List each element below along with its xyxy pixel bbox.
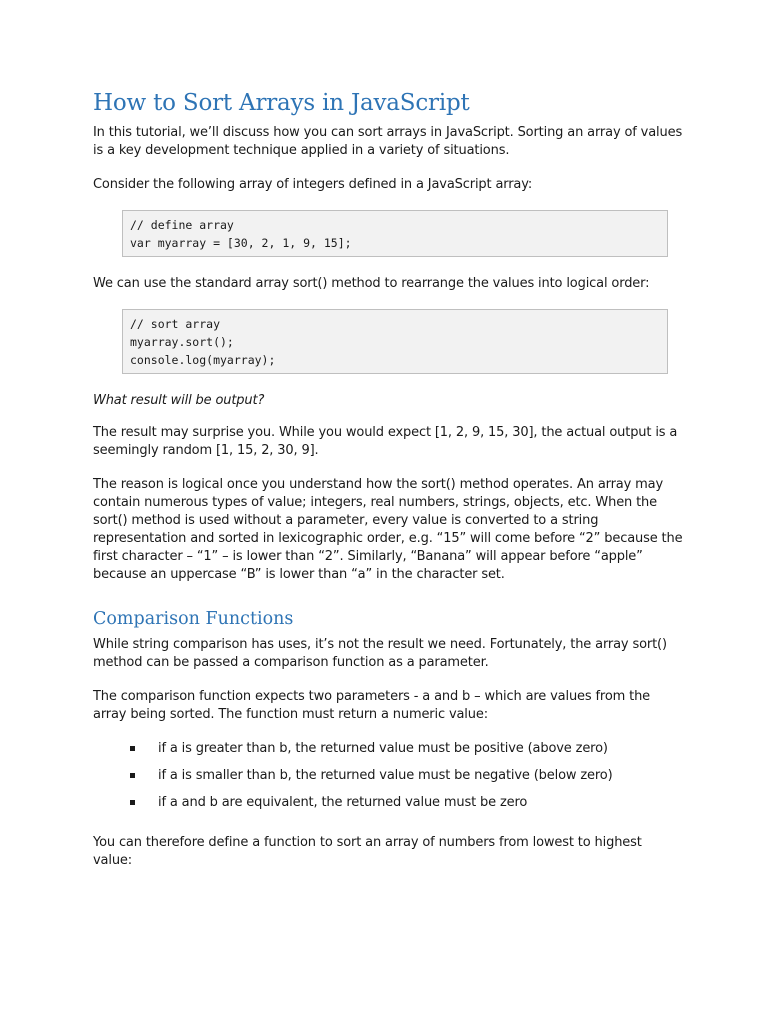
therefore-paragraph: You can therefore define a function to sort an array of numbers from lowest to highest value: — [93, 835, 642, 868]
consider-paragraph: Consider the following array of integers defined in a JavaScript array: — [93, 177, 533, 192]
square-bullet-icon — [130, 800, 135, 805]
question-paragraph: What result will be output? — [93, 393, 265, 408]
string-comparison-paragraph: While string comparison has uses, it’s not the result we need. Fortunately, the array sort() method can be passed a comparison function as a parameter. — [93, 637, 667, 670]
list-item-text: if a is smaller than b, the returned value must be negative (below zero) — [158, 768, 613, 783]
result-paragraph: The result may surprise you. While you would expect [1, 2, 9, 15, 30], the actual output is a seemingly random [1, 15, 2, 30, 9]. — [93, 425, 678, 458]
code-line: // sort array — [130, 317, 221, 331]
code-block-sort-array — [122, 309, 668, 374]
list-item-text: if a is greater than b, the returned value must be positive (above zero) — [158, 741, 608, 756]
list-item — [93, 740, 683, 758]
code-line: // define array — [130, 218, 234, 232]
list-item — [93, 794, 683, 812]
use-sort-paragraph: We can use the standard array sort() method to rearrange the values into logical order: — [93, 276, 650, 291]
reason-paragraph: The reason is logical once you understand how the sort() method operates. An array may contain numerous types of value; integers, real numbers, strings, objects, etc. When the sort() method is used without a parameter, every value is converted to a string representation and sorted in lexicographic order, e.g. “15” will come before “2” because the first character – “1” – is lower than “2”. Similarly, “Banana” will appear before “apple” because an uppercase “B” is lower than “a” in the character set. — [93, 477, 683, 582]
comparison-expects-paragraph: The comparison function expects two parameters - a and b – which are values from the array being sorted. The function must return a numeric value: — [93, 689, 651, 722]
page-title: How to Sort Arrays in JavaScript — [93, 90, 470, 116]
code-block-define-array — [122, 210, 668, 257]
square-bullet-icon — [130, 773, 135, 778]
code-line: myarray.sort(); — [130, 335, 234, 349]
rules-list — [93, 740, 683, 812]
list-item — [93, 767, 683, 785]
code-line: var myarray = [30, 2, 1, 9, 15]; — [130, 236, 352, 250]
section-heading-comparison-functions: Comparison Functions — [93, 609, 294, 629]
list-item-text: if a and b are equivalent, the returned value must be zero — [158, 795, 528, 810]
code-line: console.log(myarray); — [130, 353, 276, 367]
document-page — [93, 88, 683, 886]
square-bullet-icon — [130, 746, 135, 751]
intro-paragraph: In this tutorial, we’ll discuss how you can sort arrays in JavaScript. Sorting an array of values is a key development technique applied in a variety of situations. — [93, 125, 683, 158]
